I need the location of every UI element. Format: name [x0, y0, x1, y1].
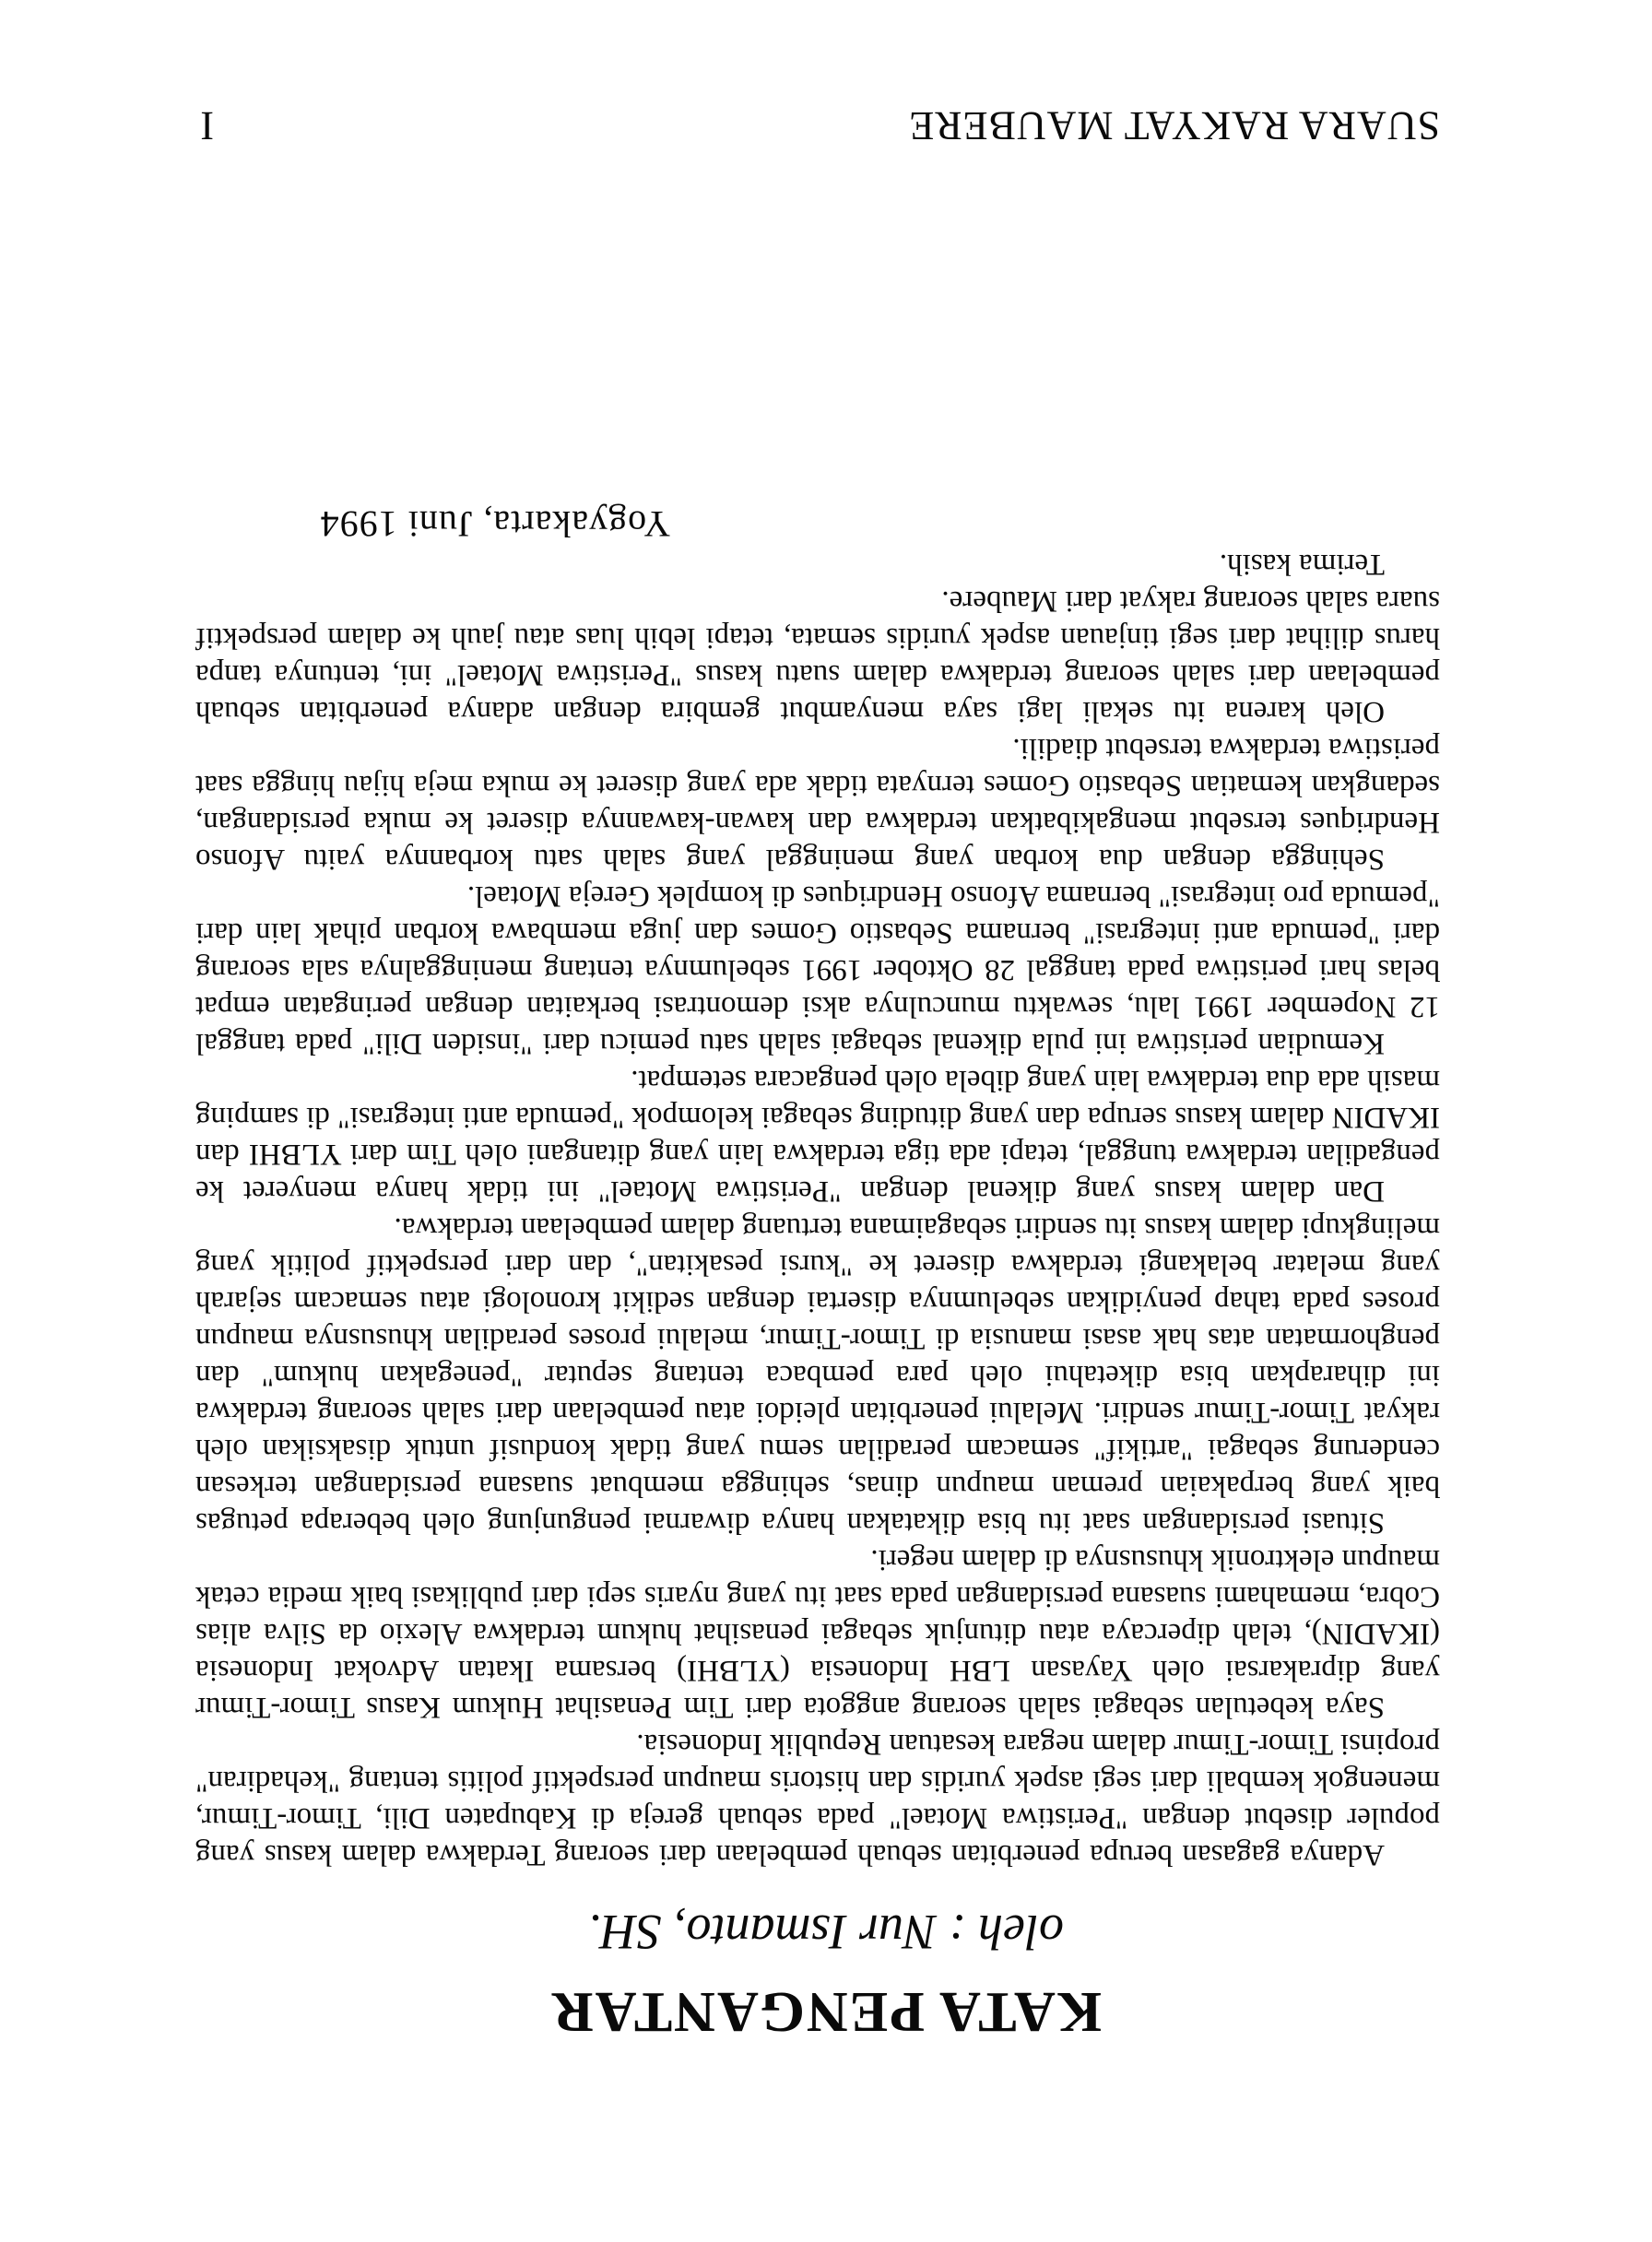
paragraph: Saya kebetulan sebagai salah seorang anggota dari Tim Penasihat Hukum Kasus Timor-Timur yang diprakarsai oleh Yayasan LBH Indonesia (YLBHI) bersama Ikatan Advokat Indonesia (IKADIN), telah dipercaya atau ditunjuk sebagai penasihat hukum terdakwa Alexio da Silva alias Cobra, memahami suasana persidangan pada saat itu yang nyaris sepi dari publikasi baik media cetak maupun elektronik khususnya di dalam negeri.: [195, 1543, 1440, 1724]
paragraph: Adanya gagasan berupa penerbitan sebuah pembelaan dari seorang Terdakwa dalam kasus yang populer disebut dengan "Peristiwa Motael" pada sebuah gereja di Kabupaten Dili, Timor-Timur, menengok kembali dari segi aspek yuridis dan historis maupun perspektif politis tentang "kehadiran" propinsi Timor-Timur dalam negara kesatuan Republik Indonesia.: [195, 1728, 1440, 1871]
paragraph: Situasi persidangan saat itu bisa dikatakan hanya diwarnai pengunjung oleh beberapa petugas baik yang berpakaian preman maupun dinas, sehingga membuat suasana persidangan terkesan cenderung sebagai "artikif" semacam peradilan semu yang tidak kondusif untuk disaksikan oleh rakyat Timor-Timur sendiri. Melalui penerbitan pleidoi atau pembelaan dari salah seorang terdakwa ini diharapkan bisa diketahui oleh para pembaca tentang seputar "penegakan hukum" dan penghormatan atas hak asasi manusia di Timor-Timur, melalui proses peradilan khususnya maupun proses pada tahap penyidikan sebelumnya disertai dengan sedikit kronologi atau semacam sejarah yang melatar belakangi terdakwa diseret ke "kursi pesakitan", dan dari perspektif politik yang melingkupi dalam kasus itu sendiri sebagaimana tertuang dalam pembelaan terdakwa.: [195, 1211, 1440, 1540]
paragraph: Dan dalam kasus yang dikenal dengan "Peristiwa Motael" ini tidak hanya menyeret ke pengadilan terdakwa tunggal, tetapi ada tiga terdakwa lain yang ditangani oleh Tim dari YLBHI dan IKADIN dalam kasus serupa dan yang dituding sebagai kelompok "pemuda anti integrasi" di samping masih ada dua terdakwa lain yang dibela oleh pengacara setempat.: [195, 1064, 1440, 1208]
page-number: I: [200, 103, 214, 148]
paragraph: Kemudian peristiwa ini pula dikenal sebagai salah satu pemicu dari "insiden Dili" pada tanggal 12 Nopember 1991 lalu, sewaktu munculnya aksi demontrasi berkaitan dengan peringatan empat belas hari peristiwa pada tanggal 28 Oktober 1991 sebelumnya tentang meninggalnya sala seorang dari "pemuda anti integrasi" bernama Sebastio Gomes dan juga membawa korban pihak lain dari "pemuda pro integrasi" bernama Afonso Hendriques di komplek Gereja Motael.: [195, 879, 1440, 1060]
footer-publication-title: SUARA RAKYAT MAUBERE: [908, 103, 1440, 148]
page-title: KATA PENGANTAR: [549, 1980, 1103, 2043]
closing-line: Terima kasih.: [1219, 548, 1385, 581]
paragraph: Oleh karena itu sekali lagi saya menyambut gembira dengan adanya penerbitan sebuah pembelaan dari salah seorang terdakwa dalam suatu kasus "Peristiwa Motael" ini, tentunya tanpa harus dilihat dari segi tinjauan aspek yuridis semata, tetapi lebih luas atau jauh ke dalam perspektif suara salah seorang rakyat dari Maubere.: [195, 584, 1440, 728]
author-byline: oleh : Nur Ismanto, SH.: [588, 1905, 1064, 1960]
paragraph: Sehingga dengan dua korban yang meninggal yang salah satu korbannya yaitu Afonso Hendriques tersebut mengakibatkan terdakwa dan kawan-kawannya diseret ke muka persidangan, sedangkan kematian Sebastio Gomes ternyata tidak ada yang diseret ke muka meja hijau hingga saat peristiwa terdakwa tersebut diadili.: [195, 732, 1440, 876]
place-date: Yogyakarta, Juni 1994: [319, 503, 670, 545]
body-text: [195, 546, 1440, 1873]
